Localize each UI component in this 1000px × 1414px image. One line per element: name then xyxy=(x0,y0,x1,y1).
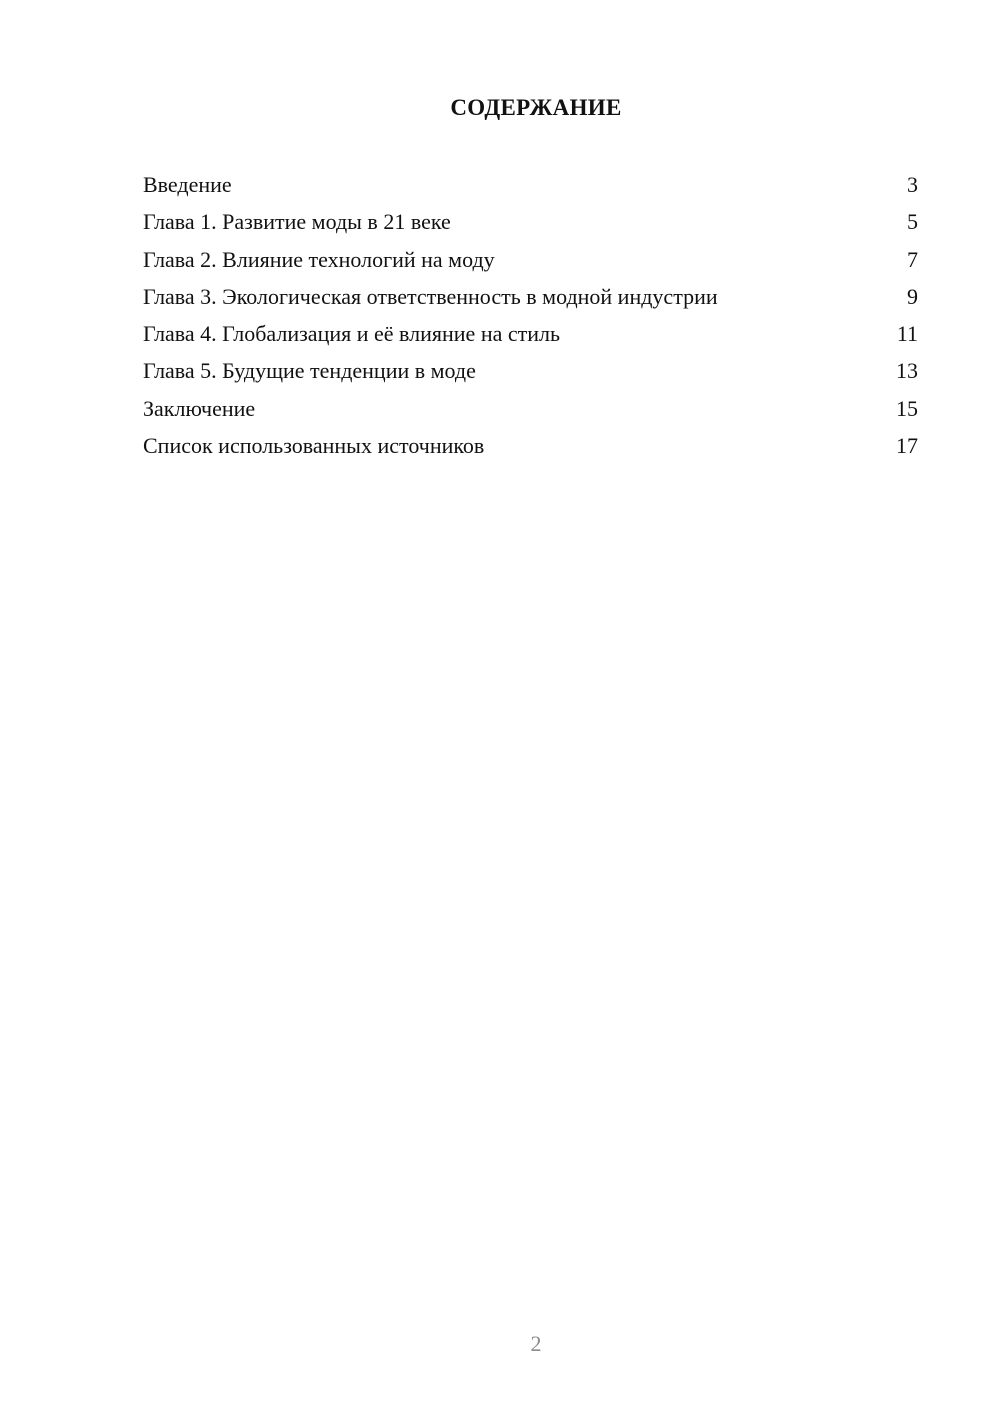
toc-entry-label: Введение xyxy=(143,172,232,197)
page-number: 2 xyxy=(530,1331,542,1356)
toc-entry-page: 9 xyxy=(907,283,918,309)
toc-entry-label: Глава 5. Будущие тенденции в моде xyxy=(143,358,476,384)
toc-list xyxy=(143,168,918,466)
toc-entry-chapter-5[interactable] xyxy=(143,354,918,391)
toc-entry-chapter-4[interactable] xyxy=(143,317,918,354)
toc-entry-label: Глава 4. Глобализация и её влияние на стиль xyxy=(143,321,561,347)
toc-entry-chapter-3[interactable] xyxy=(143,280,918,317)
toc-entry-references[interactable] xyxy=(143,429,918,466)
toc-entry-page: 15 xyxy=(896,395,918,421)
toc-entry-page: 11 xyxy=(896,321,918,347)
toc-entry-conclusion[interactable] xyxy=(143,392,918,429)
toc-entry-label: Глава 3. Экологическая ответственность в модной индустрии xyxy=(143,283,718,309)
toc-entry-chapter-2[interactable] xyxy=(143,243,918,280)
toc-entry-label: Глава 2. Влияние технологий на моду xyxy=(143,246,495,272)
toc-entry-label: Глава 1. Развитие моды в 21 веке xyxy=(143,209,451,235)
toc-entry-label: Заключение xyxy=(143,395,256,421)
toc-entry-page: 7 xyxy=(907,246,918,272)
toc-entry-page: 3 xyxy=(907,172,918,197)
toc-entry-page: 5 xyxy=(907,209,918,235)
toc-entry-page: 13 xyxy=(896,358,918,384)
toc-entry-page: 17 xyxy=(896,433,918,459)
toc-entry-label: Список использованных источников xyxy=(143,433,485,459)
toc-entry-chapter-1[interactable] xyxy=(143,205,918,242)
toc-title: СОДЕРЖАНИЕ xyxy=(450,95,622,120)
toc-entry-introduction[interactable] xyxy=(143,168,918,205)
